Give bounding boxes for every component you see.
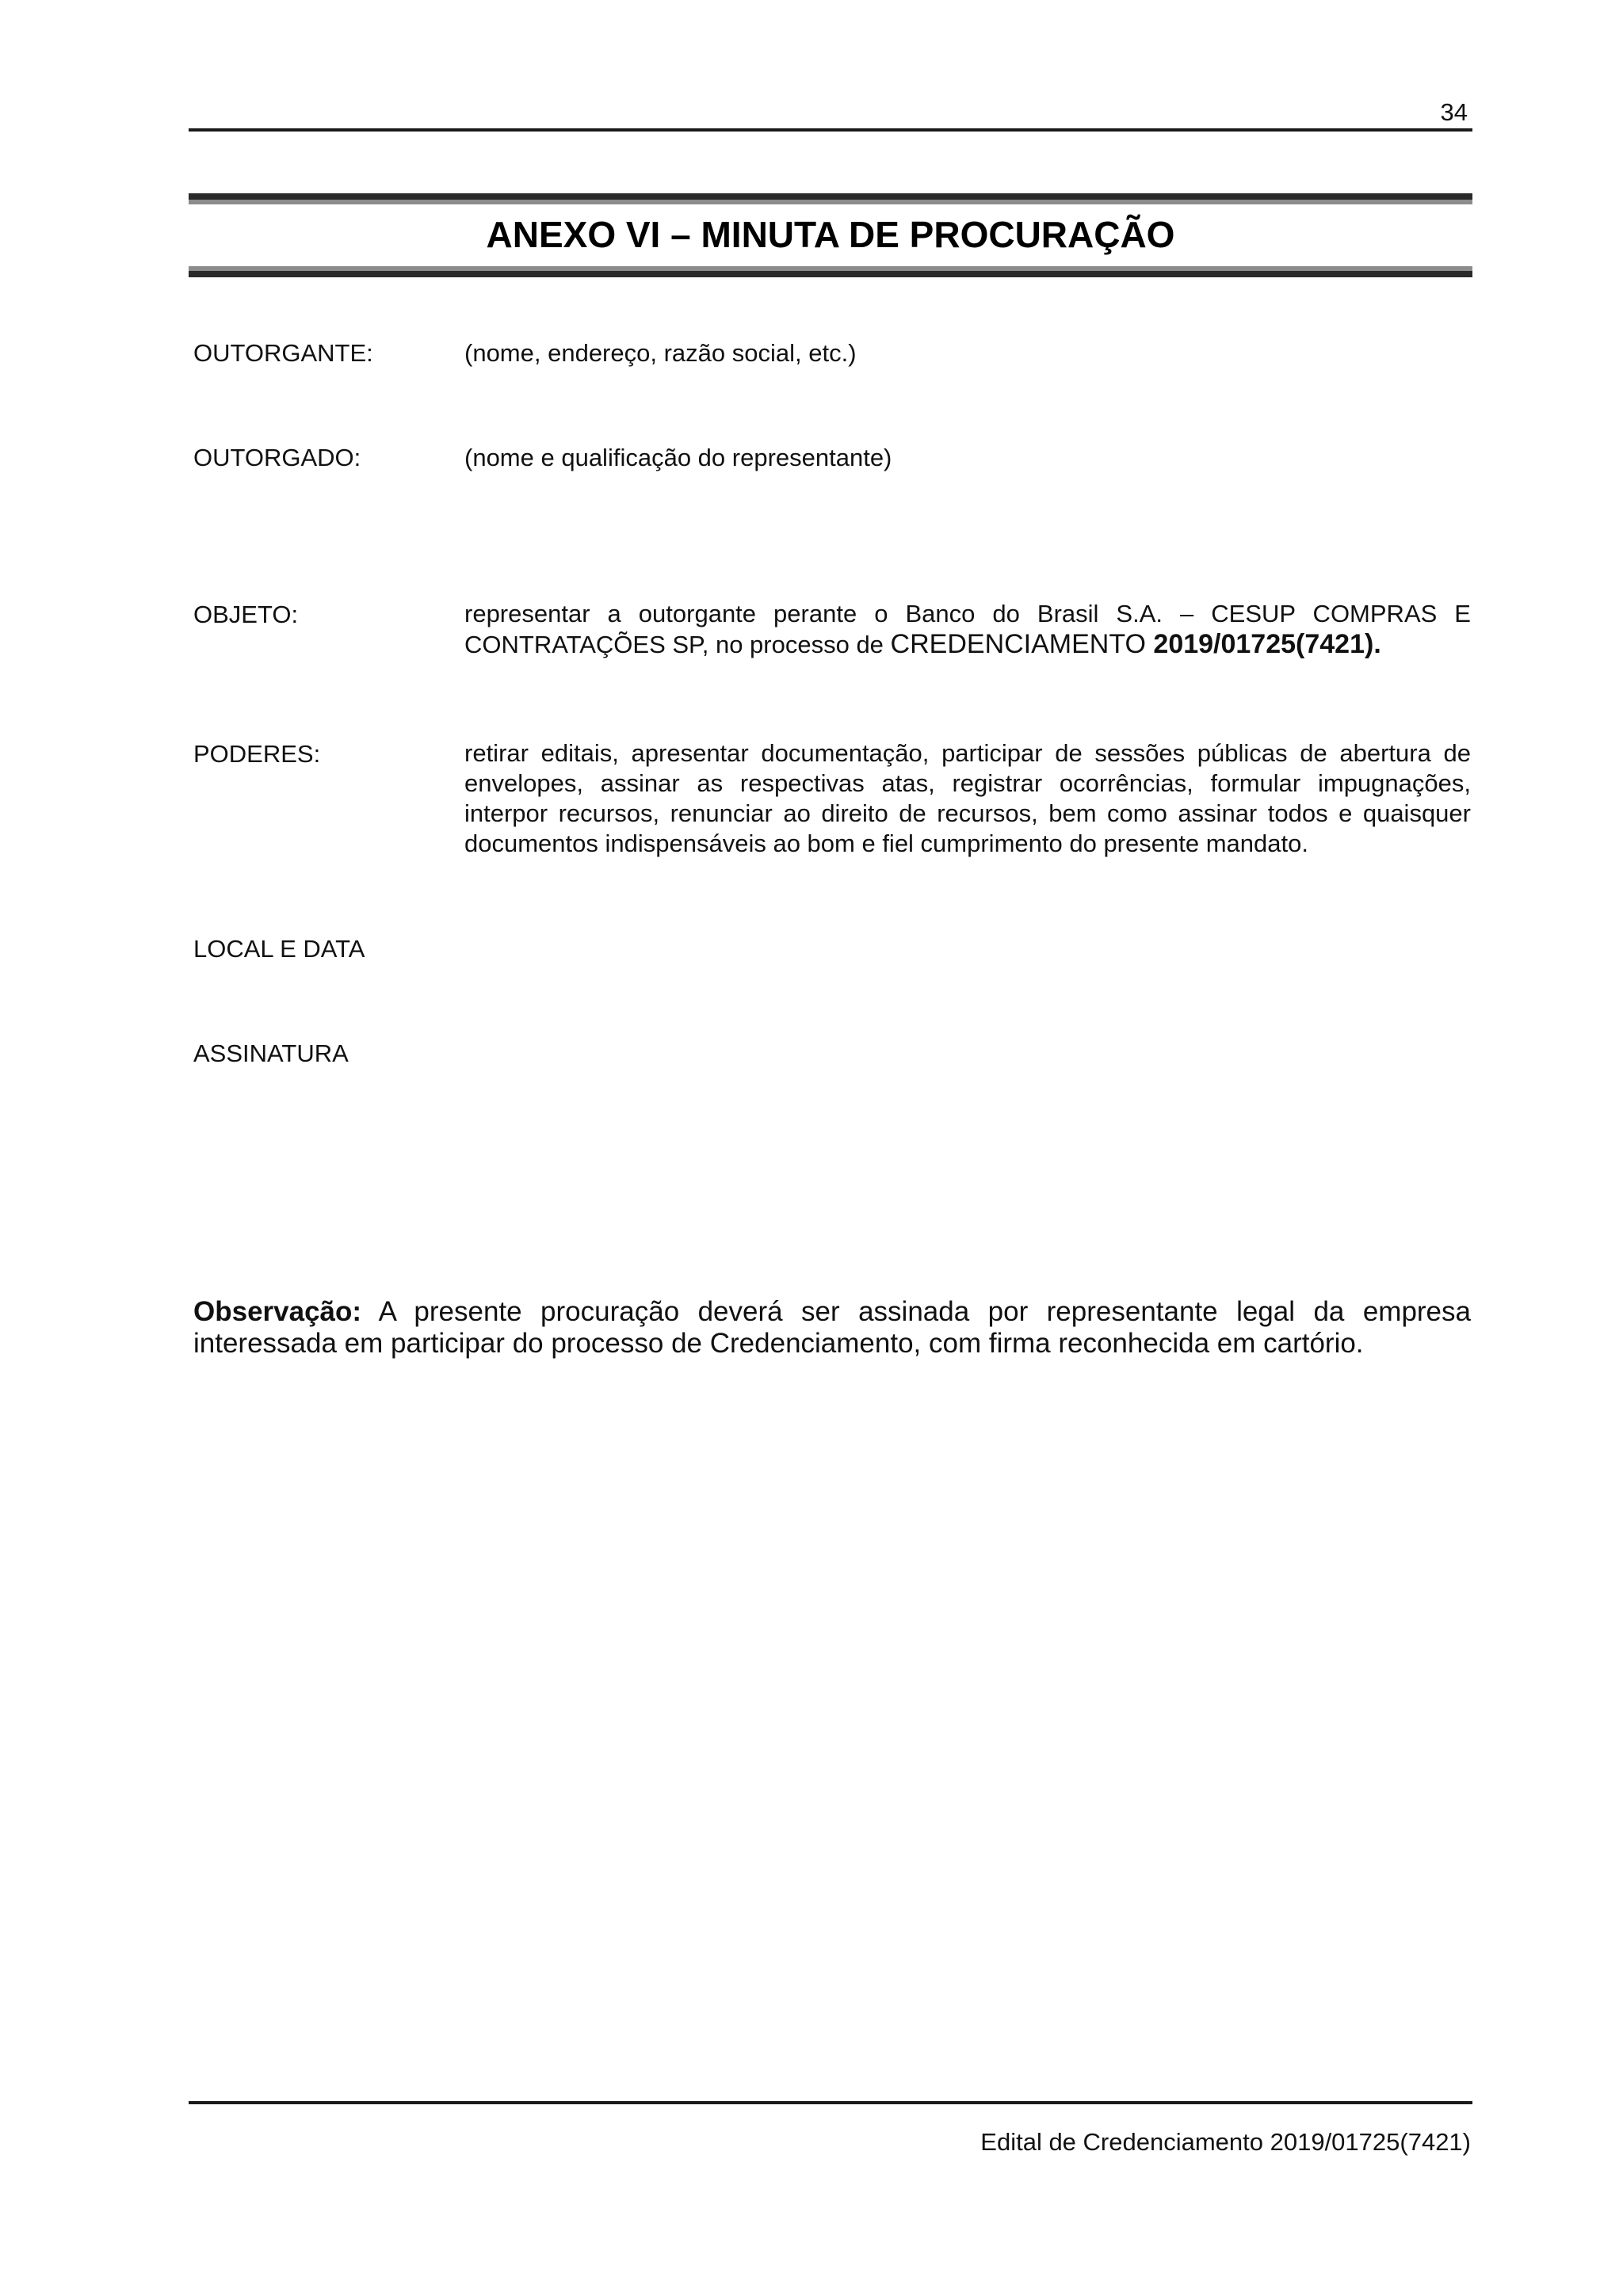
title-band-bottom-line bbox=[189, 271, 1472, 277]
footer-text: Edital de Credenciamento 2019/01725(7421) bbox=[980, 2128, 1471, 2156]
title-band-top-shade bbox=[189, 200, 1472, 204]
page-number: 34 bbox=[1440, 98, 1468, 126]
outorgante-value: (nome, endereço, razão social, etc.) bbox=[464, 339, 857, 367]
title-band bbox=[189, 193, 1472, 277]
observacao-note bbox=[193, 1296, 1471, 1360]
observacao-text: A presente procuração deverá ser assinada por representante legal da empresa interessada em participar do processo de Credenciamento, com firma reconhecida em cartório. bbox=[193, 1296, 1471, 1359]
objeto-process-number: 2019/01725(7421). bbox=[1153, 629, 1381, 659]
outorgante-label: OUTORGANTE: bbox=[193, 339, 373, 367]
poderes-value: retirar editais, apresentar documentação, participar de sessões públicas de abertura de envelopes, assinar as respectivas atas, registrar ocorrências, formular impugnações, interpor recursos, renunciar ao direito de recursos, bem como assinar todos e quaisquer documentos indispensáveis ao bom e fiel cumprimento do presente mandato. bbox=[464, 739, 1471, 857]
observacao-label: Observação: bbox=[193, 1296, 362, 1327]
poderes-label: PODERES: bbox=[193, 740, 321, 768]
page-title: ANEXO VI – MINUTA DE PROCURAÇÃO bbox=[486, 214, 1175, 255]
outorgado-label: OUTORGADO: bbox=[193, 444, 361, 471]
title-band-top-line bbox=[189, 193, 1472, 200]
footer-rule bbox=[189, 2101, 1472, 2104]
header-rule bbox=[189, 128, 1472, 132]
objeto-value bbox=[464, 599, 1471, 660]
objeto-process-word: CREDENCIAMENTO bbox=[890, 629, 1154, 659]
assinatura-label: ASSINATURA bbox=[193, 1039, 349, 1067]
objeto-text: representar a outorgante perante o Banco do Brasil S.A. – CESUP COMPRAS E CONTRATAÇÕES SP, no processo de bbox=[464, 600, 1471, 658]
objeto-label: OBJETO: bbox=[193, 601, 299, 628]
outorgado-value: (nome e qualificação do representante) bbox=[464, 444, 892, 471]
local-data-label: LOCAL E DATA bbox=[193, 935, 365, 963]
